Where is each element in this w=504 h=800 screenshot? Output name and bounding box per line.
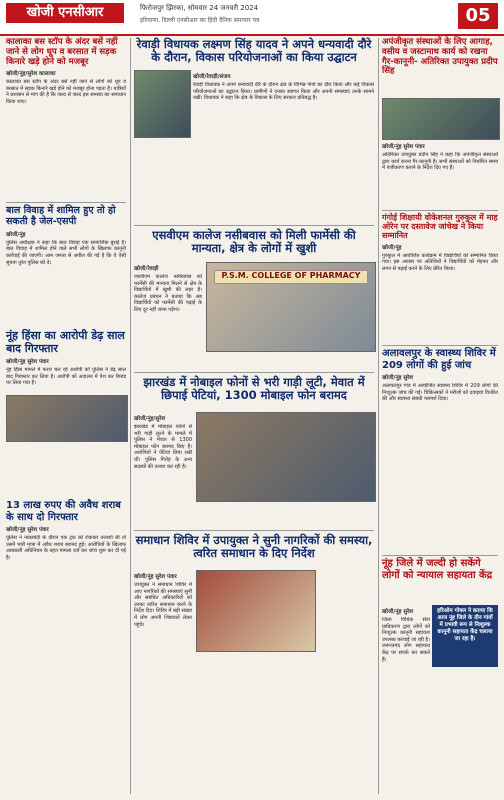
legal-aid-body: [382, 605, 430, 767]
headline: नूंह जिले में जल्दी हो सकेंगे लोगों को न्यायाल सहायता केंद्र: [382, 558, 493, 581]
article-kalaka-bus: [6, 38, 126, 197]
column-rule: [378, 38, 379, 794]
divider: [134, 530, 374, 531]
article-body: अलावलपुर गांव में आयोजित स्वास्थ्य शिविर में 209 लोगों की निःशुल्क जांच की गई। चिकित्सकों ने मरीजों को दवाइयां वितरित कीं और स्वास्थ्य संबंधी परामर्श दिया।: [382, 383, 498, 403]
headline: अलावलपुर के स्वास्थ्य शिविर में 209 लोगों की हुई जांच: [382, 348, 496, 371]
article-child-marriage: [6, 206, 126, 322]
headline: समाधान शिविर में उपायुक्त ने सुनी नागरिकों की समस्या, त्वरित समाधान के दिए निर्देश: [135, 533, 373, 561]
adc-photo: [382, 98, 500, 140]
article-body: उपायुक्त ने समाधान शिविर में आए नागरिकों की समस्याएं सुनीं और संबंधित अधिकारियों को उनका त्वरित समाधान करने के निर्देश दिए। शिविर में बड़ी संख्या में लोग अपनी शिकायतें लेकर पहुंचे।: [134, 582, 192, 628]
headline: कालाका बस स्टॉप के अंदर बसें नहीं जाने से लोग धूप व बरसात में सड़क किनारे खड़े होने को मजबूर: [6, 37, 118, 67]
article-pharmacy: [134, 229, 374, 255]
article-body: नूंह हिंसा मामले में फरार चल रहे आरोपी को पुलिस ने डेढ़ साल बाद गिरफ्तार कर लिया है। आरोपी को अदालत में पेश कर रिमांड पर लिया गया है।: [6, 367, 126, 387]
samadhan-body-1: [134, 570, 192, 782]
unregistered-body: [382, 140, 498, 212]
page-number: 05: [458, 3, 498, 29]
article-body: पुलिस ने नाकाबंदी के दौरान एक ट्रक को रोककर तलाशी ली तो उसमें भारी मात्रा में अवैध शराब बरामद हुई। आरोपियों के खिलाफ आबकारी अधिनियम के तहत मामला दर्ज कर जांच शुरू कर दी गई है।: [6, 535, 126, 561]
divider: [6, 202, 126, 203]
article-body: रेवाड़ी विधायक ने अपने धन्यवादी दौरे के दौरान क्षेत्र के विभिन्न गांवों का दौरा किया और कई विकास परियोजनाओं का उद्घाटन किया। ग्रामीणों ने उनका स्वागत किया और अपनी समस्याएं उनके सामने रखीं। विधायक ने कहा कि क्षेत्र के विकास के लिए सरकार प्रतिबद्ध है।: [193, 82, 374, 102]
headline: 13 लाख रुपए की अवैध शराब के साथ दो गिरफ्तार: [6, 500, 121, 523]
byline: खोजी/नूंह सुरेश पंवार: [6, 527, 49, 533]
headline: रेवाड़ी विधायक लक्ष्मण सिंह यादव ने अपने धन्यवादी दौरे के दौरान, विकास परियोजनाओं का किया उद्घाटन: [136, 37, 372, 65]
column-rule: [130, 38, 131, 794]
divider: [382, 555, 498, 556]
byline: खोजी/नूंह: [382, 244, 402, 251]
article-body: पुलिस अधीक्षक ने कहा कि बाल विवाह एक सामाजिक बुराई है। बाल विवाह में शामिल होने वाले सभी लोगों के खिलाफ कानूनी कार्रवाई की जाएगी। आम जनता से अपील की गई है कि वे ऐसी सूचना तुरंत पुलिस को दें।: [6, 239, 126, 266]
headline: अपंजीकृत संस्थाओं के लिए आगाह, वसीय व जस्टामाध कार्य को रखना गैर-कानूनी- अतिरिक्त उपायुक्त प्रदीप सिंह: [382, 37, 498, 77]
byline: खोजी/रेवाड़ी: [134, 266, 159, 272]
samadhan-photo: [196, 570, 316, 652]
pharmacy-body-1: [134, 262, 202, 374]
byline: खोजी/नूंह सुरेश पंवार: [134, 574, 177, 580]
mobile-body-1: [134, 412, 192, 524]
article-rewari-body: [193, 70, 374, 227]
mla-photo: [134, 70, 191, 138]
byline: खोजी/रेवाड़ी/संजय: [193, 74, 231, 80]
tagline: हरियाणा, दिल्ली एनसीआर का हिंदी दैनिक समाचार पत्र: [140, 17, 260, 24]
college-sign: P.S.M. COLLEGE OF PHARMACY: [214, 270, 368, 284]
article-body: जिला विधिक सेवा प्राधिकरण द्वारा लोगों को निःशुल्क कानूनी सहायता उपलब्ध करवाई जा रही है। जरूरतमंद लोग सहायता केंद्र पर संपर्क कर सकते हैं।: [382, 617, 430, 663]
article-samadhan: [134, 534, 374, 560]
byline: खोजी/नूंह/सुरेश कालाका: [6, 71, 56, 78]
legal-aid-box: हरिओम गोयल ने बताया कि आज नूंह जिले के तीन गांवों में प्रभावी रूप से निःशुल्क कानूनी सहायता केंद्र चलाया जा रहा है।: [432, 605, 498, 667]
article-health-camp: [382, 348, 498, 533]
police-photo: [196, 412, 376, 502]
article-legal-aid: [382, 558, 498, 581]
article-mobile-loot: [134, 376, 374, 402]
divider: [134, 372, 374, 373]
article-body: कालाका बस स्टॉप के अंदर बसें नहीं जाने से लोगों को धूप व बरसात में सड़क किनारे खड़े होने को मजबूर होना पड़ता है। यात्रियों ने प्रशासन से मांग की है कि जल्द से जल्द इस समस्या का समाधान किया जाए।: [6, 79, 126, 106]
issue-date: फिरोजपुर झिरका, सोमवार 24 जनवरी 2024: [140, 4, 259, 12]
article-body: एसवीएम कालेज नसीबवास को फार्मेसी की मान्यता मिलने से क्षेत्र के विद्यार्थियों में खुशी की लहर है। कालेज प्रबंधन ने बताया कि अब विद्यार्थियों को फार्मेसी की पढ़ाई के लिए दूर नहीं जाना पड़ेगा।: [134, 274, 202, 313]
byline: खोजी/नूंह सुरेश पंवार: [382, 144, 425, 150]
byline: खोजी/नूंह: [6, 231, 26, 238]
masthead: [0, 0, 504, 36]
article-body: झारखंड में मोबाइल फोनों से भरी गाड़ी लूटने के मामले में पुलिस ने मेवात से 1300 मोबाइल फोन बरामद किए हैं। आरोपियों ने पेटियां छिपा रखी थीं। पुलिस गिरोह के अन्य सदस्यों की तलाश कर रही है।: [134, 424, 192, 470]
article-liquor: [6, 500, 126, 785]
byline: खोजी/नूंह/सुरेश: [134, 416, 166, 422]
headline: गंगोई शिक्षायी वोकेशनल गुरुकुल में माह ओरेन पर दस्तावेज जांचेख ने किया सम्मानित: [382, 213, 498, 241]
divider: [382, 210, 498, 211]
article-unregistered: [382, 38, 498, 77]
arrest-photo: [6, 395, 128, 442]
byline: खोजी/नूंह सुरेश पंवार: [6, 359, 49, 366]
headline: झारखंड में नोबाइल फोनों से भरी गाड़ी लूटी, मेवात में छिपाई पेटियां, 1300 मोबाइल फोन बरामद: [143, 375, 365, 403]
divider: [134, 225, 374, 226]
byline: खोजी/नूंह सुरेश: [382, 375, 414, 381]
article-gurukul: [382, 213, 498, 353]
article-rewari-mla: [134, 38, 374, 64]
newspaper-logo: खोजी एनसीआर: [6, 3, 124, 23]
byline: खोजी/नूंह सुरेश: [382, 609, 414, 615]
article-body: अतिरिक्त उपायुक्त प्रदीप सिंह ने कहा कि अपंजीकृत संस्थाओं द्वारा कार्य करना गैर-कानूनी है। सभी संस्थाओं को निर्धारित समय में पंजीकरण कराने के निर्देश दिए गए हैं।: [382, 152, 498, 172]
headline: बाल विवाह में शामिल हुए तो हो सकती है जेल-एसपी: [6, 205, 116, 227]
article-body: गुरुकुल में आयोजित कार्यक्रम में विद्यार्थियों को सम्मानित किया गया। इस अवसर पर अतिथियों ने विद्यार्थियों को मेहनत और लगन से पढ़ाई करने के लिए प्रेरित किया।: [382, 252, 498, 272]
divider: [382, 345, 498, 346]
headline: एसवीएम कालेज नसीबवास को मिली फार्मेसी की मान्यता, क्षेत्र के लोगों में खुशी: [152, 228, 356, 256]
headline: नूंह हिंसा का आरोपी डेढ़ साल बाद गिरफ्तार: [6, 329, 125, 355]
